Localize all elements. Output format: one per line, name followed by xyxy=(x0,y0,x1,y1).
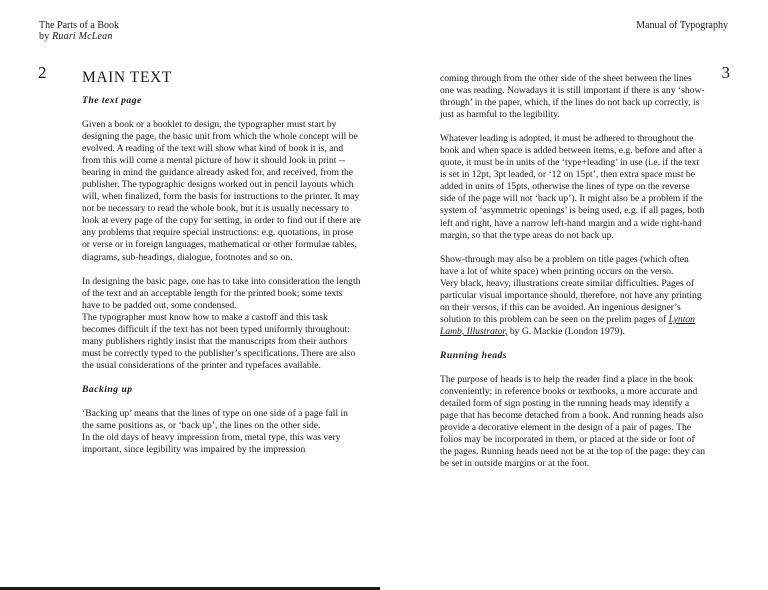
running-head-right: Manual of Typography xyxy=(636,20,728,31)
byline-prefix: by xyxy=(39,31,50,42)
paragraph: In designing the basic page, one has to take into consideration the length of the text and an acceptable length for the printed book; some texts have to be padded out, some condensed. xyxy=(82,275,361,311)
subheading-running-heads: Running heads xyxy=(440,349,508,361)
subheading-backing-up: Backing up xyxy=(82,383,133,395)
running-head-left xyxy=(39,20,119,42)
chapter-heading: MAIN TEXT xyxy=(82,69,172,86)
left-text-column xyxy=(82,69,362,456)
page-number-right: 3 xyxy=(721,63,730,82)
paragraph-text: by G. Mackie (London 1979). xyxy=(509,325,625,337)
book-title-reference: Lynton Lamb, Illustrator, xyxy=(440,313,695,337)
left-page xyxy=(0,0,380,590)
paragraph: The purpose of heads is to help the reader find a place in the book conveniently; in reference books or textbooks, a more accurate and detailed form of sign posting in the running heads may identify a page that has become detached from a book. And running heads also provide a decorative element in the design of a pair of pages. The folios may be incorporated in them, or placed at the side or foot of the pages. Running heads need not be at the top of the page: they can be set in outside margins or at the foot. xyxy=(440,373,706,470)
paragraph: coming through from the other side of the sheet between the lines one was reading. Nowadays it is still important if there is any ‘show-through’ in the paper, which, if the lines do not back up correctly, is just as harmful to the legibility. xyxy=(440,73,705,121)
author-name: Ruari McLean xyxy=(52,31,113,42)
book-title: The Parts of a Book xyxy=(39,20,119,31)
paragraph: Given a book or a booklet to design, the typographer must start by designing the page, the basic unit from which the whole concept will be evolved. A reading of the text will show what kind of book it is, and from this will come a mental picture of how it should look in print -- bearing in mind the guidance already asked for, and received, from the publisher. The typographic designs worked out in pencil layouts which will, when finalized, form the basis for instructions to the printer. It may not be necessary to read the whole book, but it is usually necessary to look at every page of the copy for setting, in order to find out if there are any problems that require special instructions: e.g. quotations, in prose or verse or in foreign languages, mathematical or other formulae tables, diagrams, sub-headings, dialogue, footnotes and so on. xyxy=(82,119,361,263)
paragraph xyxy=(440,278,706,338)
byline xyxy=(39,31,119,42)
paragraph: In the old days of heavy impression from, metal type, this was very important, since legibility was impaired by the impression xyxy=(82,432,341,456)
paragraph: Whatever leading is adopted, it must be adhered to throughout the book and when space is added between items, e.g. before and after a quote, it must be in units of the ‘type+leading’ in use (i.e. if the text is set in 12pt, 3pt leaded, or ‘12 on 15pt’, then extra space must be added in units of 15pts, otherwise the lines of type on the reverse side of the page will not ‘back up’). It might also be a problem if the system of ‘asymmetric openings’ is being used, e.g. if all pages, both left and right, have a narrow left-hand margin and a wide right-hand margin, so that the type areas do not back up. xyxy=(440,133,705,241)
subheading-text-page: The text page xyxy=(82,95,142,106)
paragraph: ‘Backing up’ means that the lines of type on one side of a page fall in the same positions as, or ‘back up’, the lines on the other side. xyxy=(82,407,348,431)
paragraph: Show-through may also be a problem on title pages (which often have a lot of white space) when printing occurs on the verso. xyxy=(440,253,689,277)
paragraph-text: Very black, heavy, illustrations create similar difficulties. Pages of particular visual importance should, therefore, not have any printing on their versos, if this can be avoided. An ingenious designer’s solution to this problem can be seen on the prelim pages of xyxy=(440,277,702,325)
right-text-column xyxy=(440,73,706,470)
gutter xyxy=(380,0,398,590)
page-number-left: 2 xyxy=(38,63,47,82)
paragraph: The typographer must know how to make a castoff and this task becomes difficult if the text has not been typed uniformly throughout: many publishers rightly insist that the manuscripts from their authors must be correctly typed to the publisher’s specifications. There are also the usual considerations of the printer and typefaces available. xyxy=(82,311,356,371)
